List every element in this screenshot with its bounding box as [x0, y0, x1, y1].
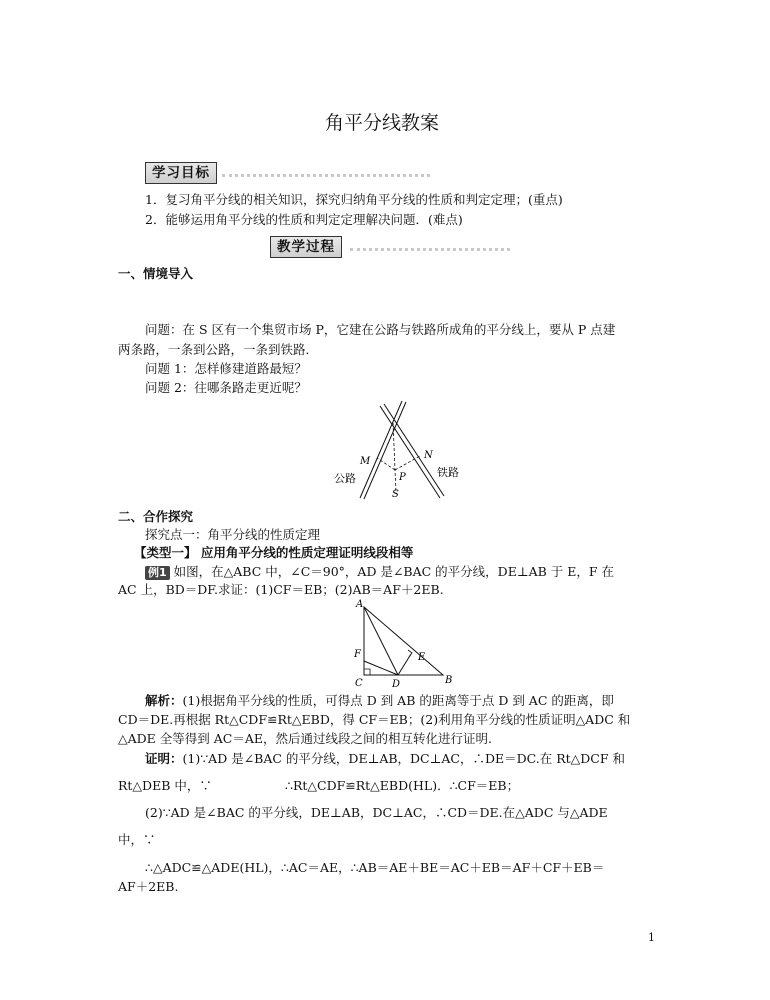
proof-text-3: (2)∵AD 是∠BAC 的平分线，DE⊥AB，DC⊥AC，∴CD＝DE.在△ADC 与△ADE: [145, 805, 608, 820]
segment-df: [364, 661, 398, 675]
analysis-line: [145, 693, 614, 709]
analysis-label: 解析：: [145, 693, 183, 708]
proof-text-5: ∴△ADC≌△ADE(HL)，∴AC＝AE，∴AB＝AE＋BE＝AC＋EB＝AF＋CF＋EB＝: [145, 860, 605, 875]
label-s: S: [392, 489, 399, 500]
goals-section-badge: [145, 162, 217, 184]
label-road: 公路: [334, 472, 356, 485]
page-title: 角平分线教案: [325, 112, 440, 134]
goal-item: 2．能够运用角平分线的性质和判定定理解决问题．(难点): [145, 212, 463, 227]
process-section-badge: [270, 236, 342, 258]
segment-ad: [364, 607, 398, 675]
page-number: 1: [648, 931, 655, 944]
example-text-cont: AC 上，BD＝DF.求证：(1)CF＝EB；(2)AB＝AF＋2EB.: [118, 582, 444, 597]
section-heading-intro: 一、情境导入: [118, 266, 194, 281]
proof-text-6: AF＋2EB.: [118, 879, 179, 894]
right-angle-e: [408, 650, 412, 657]
proof-text-2a: Rt△DEB 中，∵: [118, 778, 212, 793]
label-d: D: [392, 679, 401, 687]
label-b: B: [445, 675, 453, 686]
label-m: M: [360, 456, 371, 467]
triangle-figure: [348, 597, 458, 687]
segment-de: [398, 654, 411, 675]
triangle-abc: [364, 607, 443, 675]
explore-point-1: 探究点一：角平分线的性质定理: [145, 527, 321, 542]
proof-label: 证明：: [145, 751, 183, 766]
type-1-heading: 【类型一】 应用角平分线的性质定理证明线段相等: [134, 545, 414, 560]
label-a: A: [356, 599, 364, 610]
process-divider: [350, 248, 510, 251]
railway-line: [380, 404, 444, 498]
section-heading-explore: 二、合作探究: [118, 509, 194, 524]
proof-text: (1)∵AD 是∠BAC 的平分线，DE⊥AB，DC⊥AC，∴DE＝DC.在 Rt△DCF 和: [182, 751, 625, 766]
analysis-text-2: CD＝DE.再根据 Rt△CDF≌Rt△EBD，得 CF＝EB；(2)利用角平分线的性质证明△ADC 和: [118, 712, 631, 727]
bisector-line: [393, 423, 396, 493]
label-e: E: [418, 652, 426, 663]
label-p: P: [399, 472, 406, 483]
label-n: N: [424, 450, 433, 461]
proof-text-2b: ∴Rt△CDF≌Rt△EBD(HL)．∴CF＝EB；: [285, 778, 520, 793]
road-line: [360, 401, 406, 499]
example-line: [145, 564, 614, 580]
example-badge: 例1: [145, 566, 170, 580]
process-badge-label: 教学过程: [270, 236, 342, 258]
proof-line: [145, 751, 625, 767]
problem-text: 问题：在 S 区有一个集贸市场 P，它建在公路与铁路所成角的平分线上，要从 P 点建: [145, 322, 616, 337]
perpendicular-to-road: [377, 458, 395, 470]
goals-badge-label: 学习目标: [145, 162, 217, 184]
analysis-text-3: △ADE 全等得到 AC＝AE，然后通过线段之间的相互转化进行证明.: [118, 731, 492, 746]
question-2: 问题 2：往哪条路走更近呢？: [145, 380, 307, 395]
analysis-text: (1)根据角平分线的性质，可得点 D 到 AB 的距离等于点 D 到 AC 的距离，即: [182, 693, 614, 708]
goals-divider: [222, 174, 430, 177]
label-rail: 铁路: [437, 466, 459, 479]
perpendicular-to-rail: [395, 456, 420, 470]
label-f: F: [354, 649, 361, 660]
problem-text-cont: 两条路，一条到公路，一条到铁路．: [118, 342, 319, 357]
right-angle-c: [364, 669, 370, 675]
proof-text-4: 中，∵: [118, 832, 156, 847]
label-c: C: [355, 678, 363, 687]
example-text: 如图，在△ABC 中，∠C＝90°，AD 是∠BAC 的平分线，DE⊥AB 于 E，F 在: [173, 564, 615, 579]
road-rail-figure: [330, 398, 460, 503]
goal-item: 1．复习角平分线的相关知识，探究归纳角平分线的性质和判定定理；(重点): [145, 192, 563, 207]
question-1: 问题 1：怎样修建道路最短？: [145, 361, 307, 376]
